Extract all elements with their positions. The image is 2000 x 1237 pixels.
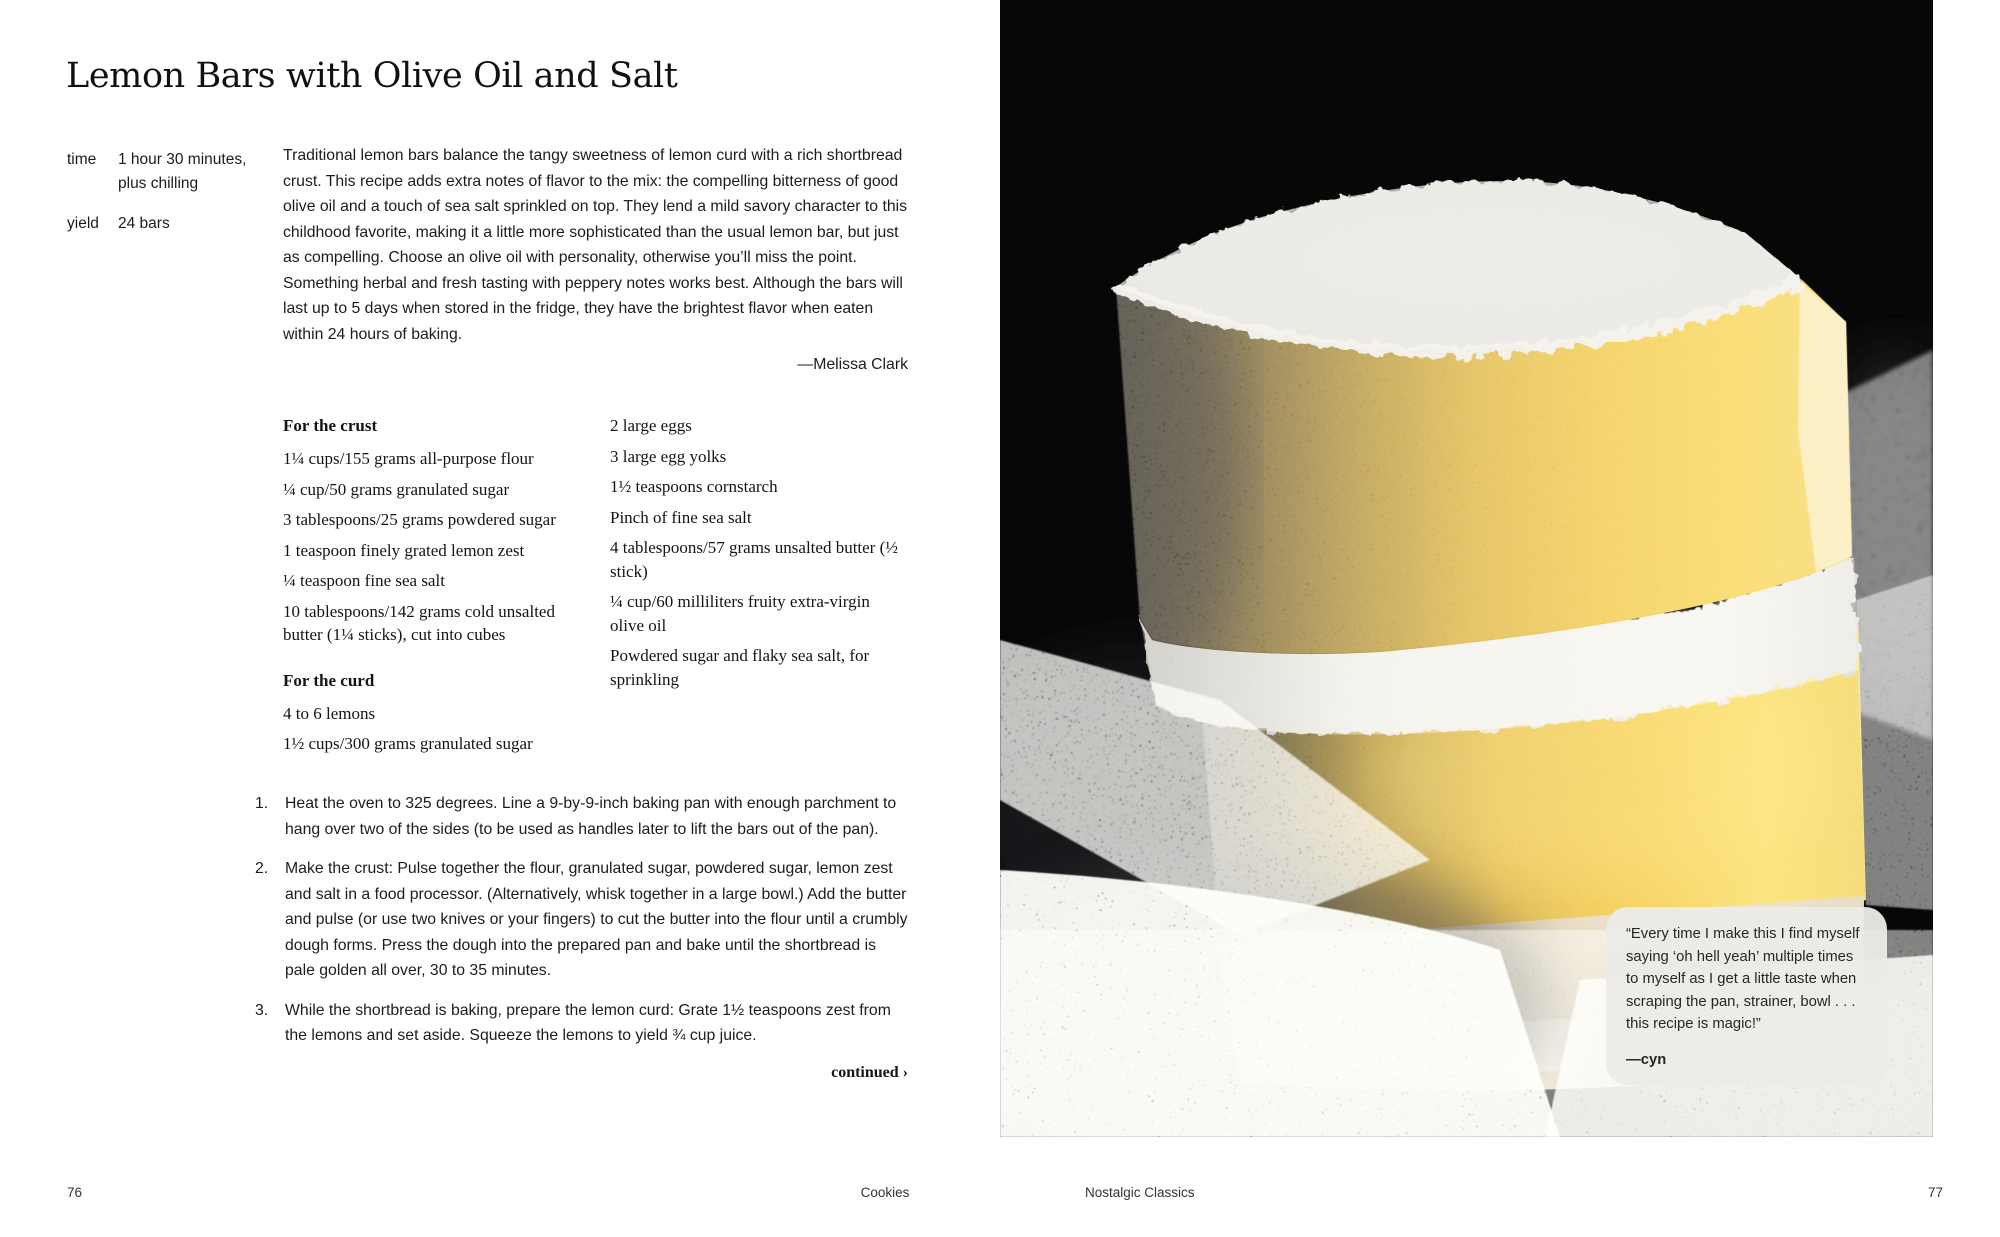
step-3 (255, 998, 910, 1049)
ingredients-heading-curd: For the curd (283, 670, 375, 690)
step-text: Heat the oven to 325 degrees. Line a 9-by-9-inch baking pan with enough parchment to hang over two of the sides (to be used as handles later to lift the bars out of the pan). (285, 795, 897, 838)
step-2 (255, 856, 910, 984)
meta-time-label: time (67, 151, 97, 168)
ingredient-item: 2 large eggs (610, 416, 692, 435)
ingredient-item: 4 tablespoons/57 grams unsalted butter (½ stick) (610, 538, 899, 581)
author-byline: —Melissa Clark (797, 356, 908, 373)
recipe-meta (67, 148, 272, 252)
meta-yield-value: 24 bars (118, 215, 170, 232)
recipe-title: Lemon Bars with Olive Oil and Salt (66, 56, 678, 96)
right-page-number: 77 (1927, 1185, 1943, 1200)
step-text: While the shortbread is baking, prepare the lemon curd: Grate 1½ teaspoons zest from the lemons and set aside. Squeeze the lemons to yield ¾ cup juice. (285, 1001, 891, 1044)
step-1 (255, 791, 910, 842)
method-steps (255, 791, 910, 1063)
continued-marker: continued › (831, 1064, 908, 1081)
ingredients-column-2 (610, 414, 908, 698)
ingredient-item: 1 teaspoon finely grated lemon zest (283, 540, 525, 560)
intro-paragraph: Traditional lemon bars balance the tangy sweetness of lemon curd with a rich shortbread crust. This recipe adds extra notes of flavor to the mix: the compelling bitterness of good olive oil and a touch of sea salt sprinkled on top. They lend a mild savory character to this childhood favorite, making it a little more sophisticated than the usual lemon bar, but just as compelling. Choose an olive oil with personality, otherwise you’ll miss the point. Something herbal and fresh tasting with peppery notes works best. Although the bars will last up to 5 days when stored in the fridge, they have the brightest flavor when eaten within 24 hours of baking. (283, 147, 908, 343)
step-text: Make the crust: Pulse together the flour, granulated sugar, powdered sugar, lemon zest and salt in a food processor. (Alternatively, whisk together in a large bowl.) Add the butter and pulse (or use two knives or your fingers) to cut the butter into the flour until a crumbly dough forms. Press the dough into the prepared pan and bake until the shortbread is pale golden all over, 30 to 35 minutes. (285, 860, 908, 979)
ingredient-item: 1½ cups/300 grams granulated sugar (283, 734, 533, 753)
section-footer: Nostalgic Classics (1085, 1185, 1195, 1200)
ingredient-item: 3 large egg yolks (610, 446, 727, 466)
ingredient-item: Pinch of fine sea salt (610, 507, 752, 527)
ingredient-item: Powdered sugar and flaky sea salt, for sprinkling (610, 646, 870, 689)
ingredients-heading-crust: For the crust (283, 416, 378, 435)
chapter-footer: Cookies (860, 1185, 910, 1200)
ingredient-item: ¼ teaspoon fine sea salt (283, 571, 445, 590)
ingredient-item: 1¼ cups/155 grams all-purpose flour (283, 449, 534, 468)
recipe-intro (283, 143, 908, 378)
ingredient-item: ¼ cup/60 milliliters fruity extra-virgin olive oil (610, 592, 870, 635)
lemon-bars-photo (1000, 0, 1933, 1137)
meta-yield-row (67, 212, 272, 236)
reader-quote-attribution: —cyn (1626, 1051, 1667, 1068)
ingredient-item: 4 to 6 lemons (283, 703, 376, 723)
meta-time-row (67, 148, 272, 196)
ingredients-column-1 (283, 414, 579, 763)
reader-quote-bubble (1606, 907, 1887, 1085)
ingredient-item: 10 tablespoons/142 grams cold unsalted butter (1¼ sticks), cut into cubes (283, 601, 555, 644)
meta-yield-label: yield (67, 215, 99, 232)
ingredient-item: 1½ teaspoons cornstarch (610, 477, 778, 496)
ingredient-item: 3 tablespoons/25 grams powdered sugar (283, 510, 556, 529)
meta-time-value: 1 hour 30 minutes, plus chilling (118, 151, 247, 192)
reader-quote-text: “Every time I make this I find myself saying ‘oh hell yeah’ multiple times to myself as I get a little taste when scraping the pan, strainer, bowl . . . this recipe is magic!” (1626, 926, 1860, 1032)
left-page-number: 76 (67, 1185, 83, 1200)
ingredient-item: ¼ cup/50 grams granulated sugar (283, 479, 510, 499)
